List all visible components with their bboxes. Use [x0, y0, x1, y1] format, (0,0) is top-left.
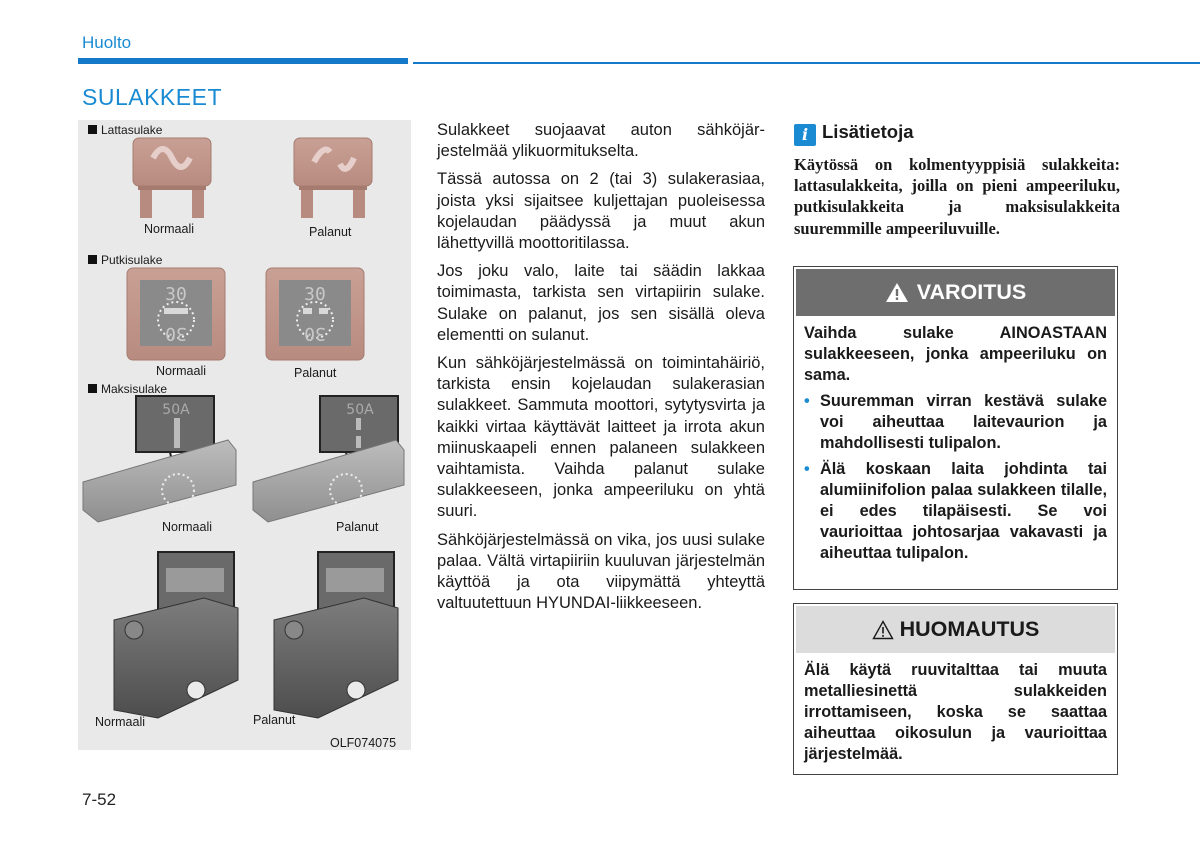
- bullet-icon: •: [804, 460, 810, 478]
- maxi-fuse-blown: [253, 396, 404, 522]
- bullet-icon: •: [804, 392, 810, 410]
- page-number: 7-52: [82, 790, 117, 809]
- maxi-fuse-normal: [83, 396, 236, 522]
- svg-text:50A: 50A: [346, 402, 374, 418]
- blade-fuse-normal-caption: Normaali: [144, 222, 195, 236]
- paragraph: Sulakkeet suojaavat auton sähköjärjestelmää ylikuormitukselta.: [437, 121, 765, 161]
- paragraph: Jos joku valo, laite tai säädin lakkaa toimimasta, tarkista sen virtapiirin sulake. Sulake on palanut, jos sen sisällä oleva elementti on sulanut.: [437, 262, 765, 344]
- warning-header: [796, 269, 1115, 316]
- svg-text:30: 30: [304, 284, 326, 305]
- maxi-fuse-blown-caption: Palanut: [336, 520, 379, 534]
- paragraph: Tässä autossa on 2 (tai 3) sulakerasiaa, joista yksi sijaitsee kuljettajan puoleisessa kojelaudan päädyssä ja muut akun lähettyvillä moottoritilassa.: [437, 170, 765, 253]
- info-heading: [794, 121, 914, 146]
- paragraph: Sähköjärjestelmässä on vika, jos uusi sulake palaa. Vältä virtapiiriin kuuluvan järjestelmän käyttöä ja ota viipymättä yhteyttä valtuutettuun HYUNDAI-liikkeeseen.: [437, 530, 765, 613]
- notice-text: Älä käytä ruuvitalttaa tai muuta metalliesinettä sulakkeiden irrottamiseen, koska se saattaa aiheuttaa oikosulun ja vaurioittaa järjestelmää.: [804, 661, 1107, 763]
- notice-box: [793, 603, 1118, 775]
- blade-fuse-label: Lattasulake: [88, 123, 162, 137]
- info-icon: i: [794, 124, 816, 146]
- figure-code: OLF074075: [330, 736, 397, 750]
- header-rule-thick: [78, 58, 408, 64]
- paragraph: Kun sähköjärjestelmässä on toimintahäiriö, tarkista ensin kojelaudan sulakerasian sulakkeet. Sammuta moottori, sytytysvirta ja kaikki virtaa käyttävät laitteet ja irrota akun miinuskaapeli ennen palaneen sulakkeen vaihtamista. Vaihda palanut sulake sulakkeeseen, jonka ampeeriluku on yhtä suuri.: [437, 354, 765, 521]
- warning-triangle-icon: [885, 282, 909, 303]
- blade-fuse-blown: [294, 138, 372, 218]
- fuse-box-normal-caption: Normaali: [95, 715, 146, 729]
- notice-title: HUOMAUTUS: [899, 617, 1040, 641]
- cartridge-fuse-blown-caption: Palanut: [294, 366, 337, 380]
- warning-list: [804, 391, 1107, 564]
- svg-text:30: 30: [304, 323, 326, 344]
- fuse-figure: [78, 120, 411, 750]
- section-title: Huolto: [82, 33, 132, 52]
- svg-text:30: 30: [165, 323, 187, 344]
- cartridge-fuse-normal-caption: Normaali: [156, 364, 207, 378]
- cartridge-fuse-blown: [266, 268, 364, 360]
- blade-fuse-normal: [133, 138, 211, 218]
- info-title: Lisätietoja: [822, 121, 914, 142]
- caution-triangle-icon: [872, 620, 894, 640]
- list-item: • Suuremman virran kestävä sulake voi aiheuttaa laitevaurion ja mahdollisesti tulipalon.: [804, 392, 1107, 452]
- list-item: • Älä koskaan laita johdinta tai alumiinifolion palaa sulakkeen tilalle, ei edes tilapäisesti. Se voi vaurioittaa johtosarjaa vakavasti ja aiheuttaa tulipalon.: [804, 460, 1107, 562]
- body-text: [437, 120, 765, 621]
- cartridge-fuse-normal: [127, 268, 225, 360]
- warning-title: VAROITUS: [916, 280, 1027, 304]
- fuse-box-blown: [274, 552, 398, 718]
- info-text: Käytössä on kolmentyyppisiä sulakkeita: lattasulakkeita, joilla on pieni ampeeriluku, putkisulakkeita ja maksisulakkeita suuremmille ampeeriluvuille.: [794, 155, 1120, 238]
- fuse-illustration: [78, 120, 411, 750]
- blade-fuse-blown-caption: Palanut: [309, 225, 352, 239]
- maxi-fuse-normal-caption: Normaali: [162, 520, 213, 534]
- svg-text:30: 30: [165, 284, 187, 305]
- fuse-box-normal: [114, 552, 238, 718]
- svg-text:50A: 50A: [162, 402, 190, 418]
- warning-box: [793, 266, 1118, 590]
- warning-intro: Vaihda sulake AINOASTAAN sulakkeeseen, jonka ampeeriluku on sama.: [804, 324, 1107, 384]
- page-title: SULAKKEET: [82, 84, 222, 110]
- maxi-fuse-label: Maksisulake: [88, 382, 167, 396]
- cartridge-fuse-label: Putkisulake: [88, 253, 162, 267]
- fuse-box-blown-caption: Palanut: [253, 713, 296, 727]
- warning-body: [804, 323, 1107, 569]
- header-rule-thin: [413, 62, 1200, 64]
- notice-header: [796, 606, 1115, 653]
